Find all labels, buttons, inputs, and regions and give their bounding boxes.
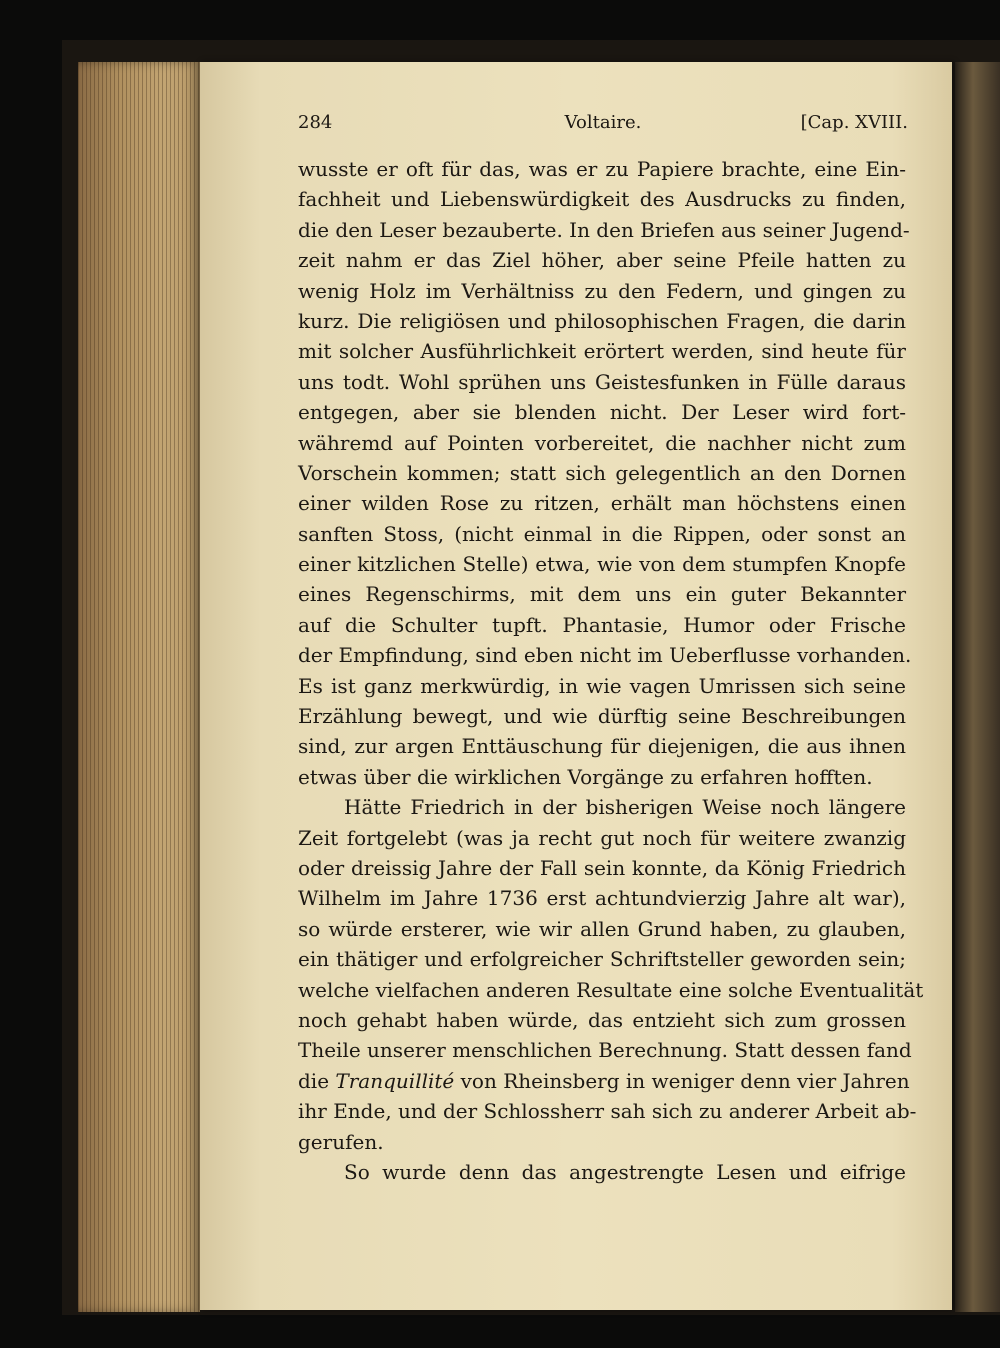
text-line: kurz. Die religiösen und philosophischen Fragen, die darin: [298, 308, 906, 333]
text-line: Es ist ganz merkwürdig, in wie vagen Umrissen sich seine: [298, 673, 906, 698]
text-line: Vorschein kommen; statt sich gelegentlich an den Dornen: [298, 460, 906, 485]
text-line: währemd auf Pointen vorbereitet, die nachher nicht zum: [298, 430, 906, 455]
text-line: einer kitzlichen Stelle) etwa, wie von dem stumpfen Knopfe: [298, 552, 906, 577]
text-line: Hätte Friedrich in der bisherigen Weise noch längere: [344, 795, 906, 820]
text-line: gerufen.: [298, 1129, 384, 1154]
text-line: eines Regenschirms, mit dem uns ein guter Bekannter: [298, 582, 906, 607]
page-edge: [78, 62, 200, 1312]
text-line: Theile unserer menschlichen Berechnung. Statt dessen fand: [298, 1038, 912, 1063]
adjacent-page-edge: [955, 62, 1000, 1312]
text-line: auf die Schulter tupft. Phantasie, Humor oder Frische: [298, 612, 906, 637]
text-line: wenig Holz im Verhältniss zu den Federn, und gingen zu: [298, 278, 906, 303]
text-line: oder dreissig Jahre der Fall sein konnte, da König Friedrich: [298, 855, 906, 880]
page-number: 284: [298, 112, 333, 133]
chapter-label: [Cap. XVIII.: [800, 112, 908, 133]
text-line: fachheit und Liebenswürdigkeit des Ausdrucks zu finden,: [298, 187, 906, 212]
text-line: entgegen, aber sie blenden nicht. Der Leser wird fort-: [298, 400, 906, 425]
text-line: die Tranquillité von Rheinsberg in weniger denn vier Jahren: [298, 1068, 910, 1093]
text-line: zeit nahm er das Ziel höher, aber seine Pfeile hatten zu: [298, 248, 906, 273]
text-line: Wilhelm im Jahre 1736 erst achtundvierzig Jahre alt war),: [298, 886, 906, 911]
text-line: noch gehabt haben würde, das entzieht sich zum grossen: [298, 1007, 906, 1032]
text-line: welche vielfachen anderen Resultate eine solche Eventualität: [298, 977, 924, 1002]
text-line: Zeit fortgelebt (was ja recht gut noch für weitere zwanzig: [298, 825, 906, 850]
text-line: etwas über die wirklichen Vorgänge zu erfahren hofften.: [298, 764, 873, 789]
text-line: mit solcher Ausführlichkeit erörtert werden, sind heute für: [298, 339, 906, 364]
text-line: die den Leser bezauberte. In den Briefen aus seiner Jugend-: [298, 217, 910, 242]
italic-word: Tranquillité: [335, 1068, 455, 1093]
body-text: [298, 154, 924, 1187]
running-title: Voltaire.: [564, 112, 642, 133]
text-line: ihr Ende, und der Schlossherr sah sich zu anderer Arbeit ab-: [298, 1099, 917, 1124]
text-line: der Empfindung, sind eben nicht im Ueberflusse vorhanden.: [298, 643, 912, 668]
running-head: [298, 112, 908, 142]
text-line: wusste er oft für das, was er zu Papiere brachte, eine Ein-: [298, 157, 906, 181]
text-line: sanften Stoss, (nicht einmal in die Rippen, oder sonst an: [298, 521, 906, 546]
text-line: So wurde denn das angestrengte Lesen und eifrige: [344, 1159, 906, 1184]
text-line: sind, zur argen Enttäuschung für diejenigen, die aus ihnen: [298, 734, 906, 759]
text-line: Erzählung bewegt, und wie dürftig seine Beschreibungen: [298, 704, 906, 729]
text-line: so würde ersterer, wie wir allen Grund haben, zu glauben,: [298, 916, 906, 941]
text-line: uns todt. Wohl sprühen uns Geistesfunken in Fülle daraus: [298, 369, 906, 394]
text-line: einer wilden Rose zu ritzen, erhält man höchstens einen: [298, 491, 906, 516]
text-line: ein thätiger und erfolgreicher Schriftsteller geworden sein;: [298, 947, 906, 972]
